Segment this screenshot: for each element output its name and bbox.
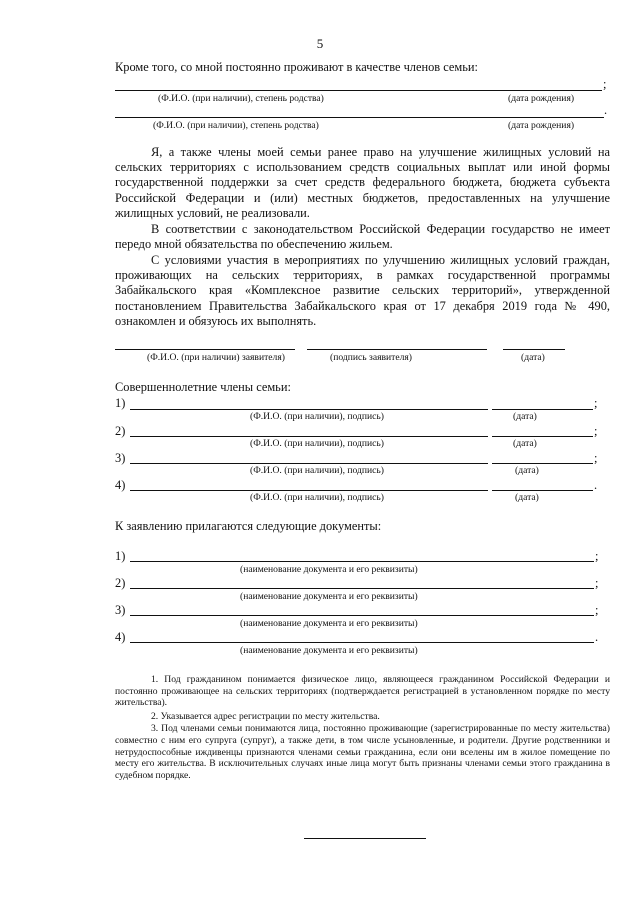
family-end-2: . [604, 103, 608, 117]
paragraph-conditions: С условиями участия в мероприятиях по улучшению жилищных условий граждан, проживающих на сельских территориях, в рамках государственной программы Забайкальского края «Комплексное развитие сельских территорий», утвержденной постановлением Правительства Забайкальского края от 17 декабря 2019 года № 490, ознакомлен и обязуюсь их выполнять. [115, 253, 610, 328]
doc-num-4: 4) [115, 630, 126, 644]
doc-caption-4: (наименование документа и его реквизиты) [240, 645, 418, 656]
family-caption-date-1: (дата рождения) [508, 93, 575, 104]
footnote-1: 1. Под гражданином понимается физическое лицо, являющееся гражданином Российской Федерации и постоянно проживающее на сельских территориях (подтверждается регистрацией в установленном порядке по месту жительства). [115, 674, 610, 709]
adult-name-line-4[interactable] [130, 490, 488, 491]
adult-end-4: . [594, 478, 598, 492]
adult-name-line-3[interactable] [130, 463, 488, 464]
adult-date-line-2[interactable] [492, 436, 593, 437]
doc-end-1: ; [595, 549, 599, 563]
adult-date-caption-4: (дата) [515, 492, 539, 503]
adult-num-2: 2) [115, 424, 126, 438]
adult-caption-3: (Ф.И.О. (при наличии), подпись) [250, 465, 384, 476]
adult-name-line-2[interactable] [130, 436, 488, 437]
applicant-date-line[interactable] [503, 349, 565, 350]
footnote-2: 2. Указывается адрес регистрации по месту жительства. [151, 710, 380, 722]
applicant-name-line[interactable] [115, 349, 295, 350]
adult-num-3: 3) [115, 451, 126, 465]
doc-num-3: 3) [115, 603, 126, 617]
adult-end-2: ; [594, 424, 598, 438]
doc-num-1: 1) [115, 549, 126, 563]
paragraph-no-previous-support: Я, а также члены моей семьи ранее право на улучшение жилищных условий на сельских территориях с использованием средств социальных выплат или иной формы государственной поддержки за счет средств федерального бюджета, бюджета субъекта Российской Федерации и (или) местных бюджетов, предоставленных на улучшение жилищных условий, не реализовали. [115, 145, 610, 220]
applicant-name-caption: (Ф.И.О. (при наличии) заявителя) [147, 352, 285, 363]
documents-title: К заявлению прилагаются следующие документы: [115, 519, 382, 533]
paragraph-no-obligation: В соответствии с законодательством Российской Федерации государство не имеет передо мной обязательства по обеспечению жильем. [115, 222, 610, 252]
family-line-1[interactable] [115, 90, 602, 91]
doc-end-2: ; [595, 576, 599, 590]
adult-date-line-3[interactable] [492, 463, 593, 464]
adult-caption-4: (Ф.И.О. (при наличии), подпись) [250, 492, 384, 503]
adult-date-caption-1: (дата) [513, 411, 537, 422]
doc-num-2: 2) [115, 576, 126, 590]
doc-caption-3: (наименование документа и его реквизиты) [240, 618, 418, 629]
adult-num-4: 4) [115, 478, 126, 492]
adult-end-3: ; [594, 451, 598, 465]
doc-caption-2: (наименование документа и его реквизиты) [240, 591, 418, 602]
footnotes [115, 674, 610, 781]
family-caption-name-1: (Ф.И.О. (при наличии), степень родства) [158, 93, 324, 104]
adult-caption-2: (Ф.И.О. (при наличии), подпись) [250, 438, 384, 449]
bottom-separator [304, 838, 426, 839]
footnote-3: 3. Под членами семьи понимаются лица, постоянно проживающие (зарегистрированные по месту жительства) совместно с ним его супруга (супруг), а также дети, в том числе усыновленные, и родители. Другие родственники и нетрудоспособные иждивенцы признаются членами семьи гражданина, если они вселены им в жилое помещение по месту его жительства. В исключительных случаях иные лица могут быть признаны членами семьи этого гражданина в судебном порядке. [115, 723, 610, 781]
adult-caption-1: (Ф.И.О. (при наличии), подпись) [250, 411, 384, 422]
family-end-1: ; [603, 77, 607, 91]
doc-line-4[interactable] [130, 642, 594, 643]
doc-caption-1: (наименование документа и его реквизиты) [240, 564, 418, 575]
adult-date-caption-3: (дата) [515, 465, 539, 476]
family-caption-date-2: (дата рождения) [508, 120, 575, 131]
doc-end-3: ; [595, 603, 599, 617]
adult-end-1: ; [594, 396, 598, 410]
adult-date-line-4[interactable] [492, 490, 593, 491]
doc-end-4: . [595, 630, 599, 644]
adult-date-caption-2: (дата) [513, 438, 537, 449]
applicant-signature-caption: (подпись заявителя) [330, 352, 413, 363]
applicant-date-caption: (дата) [521, 352, 545, 363]
adult-num-1: 1) [115, 396, 126, 410]
family-caption-name-2: (Ф.И.О. (при наличии), степень родства) [153, 120, 319, 131]
family-line-2[interactable] [115, 117, 604, 118]
adult-name-line-1[interactable] [130, 409, 488, 410]
doc-line-3[interactable] [130, 615, 594, 616]
adult-members-title: Совершеннолетние члены семьи: [115, 380, 291, 394]
doc-line-2[interactable] [130, 588, 594, 589]
adult-date-line-1[interactable] [492, 409, 593, 410]
doc-line-1[interactable] [130, 561, 594, 562]
family-intro: Кроме того, со мной постоянно проживают в качестве членов семьи: [115, 60, 478, 74]
page-number: 5 [316, 36, 324, 51]
applicant-signature-line[interactable] [307, 349, 487, 350]
